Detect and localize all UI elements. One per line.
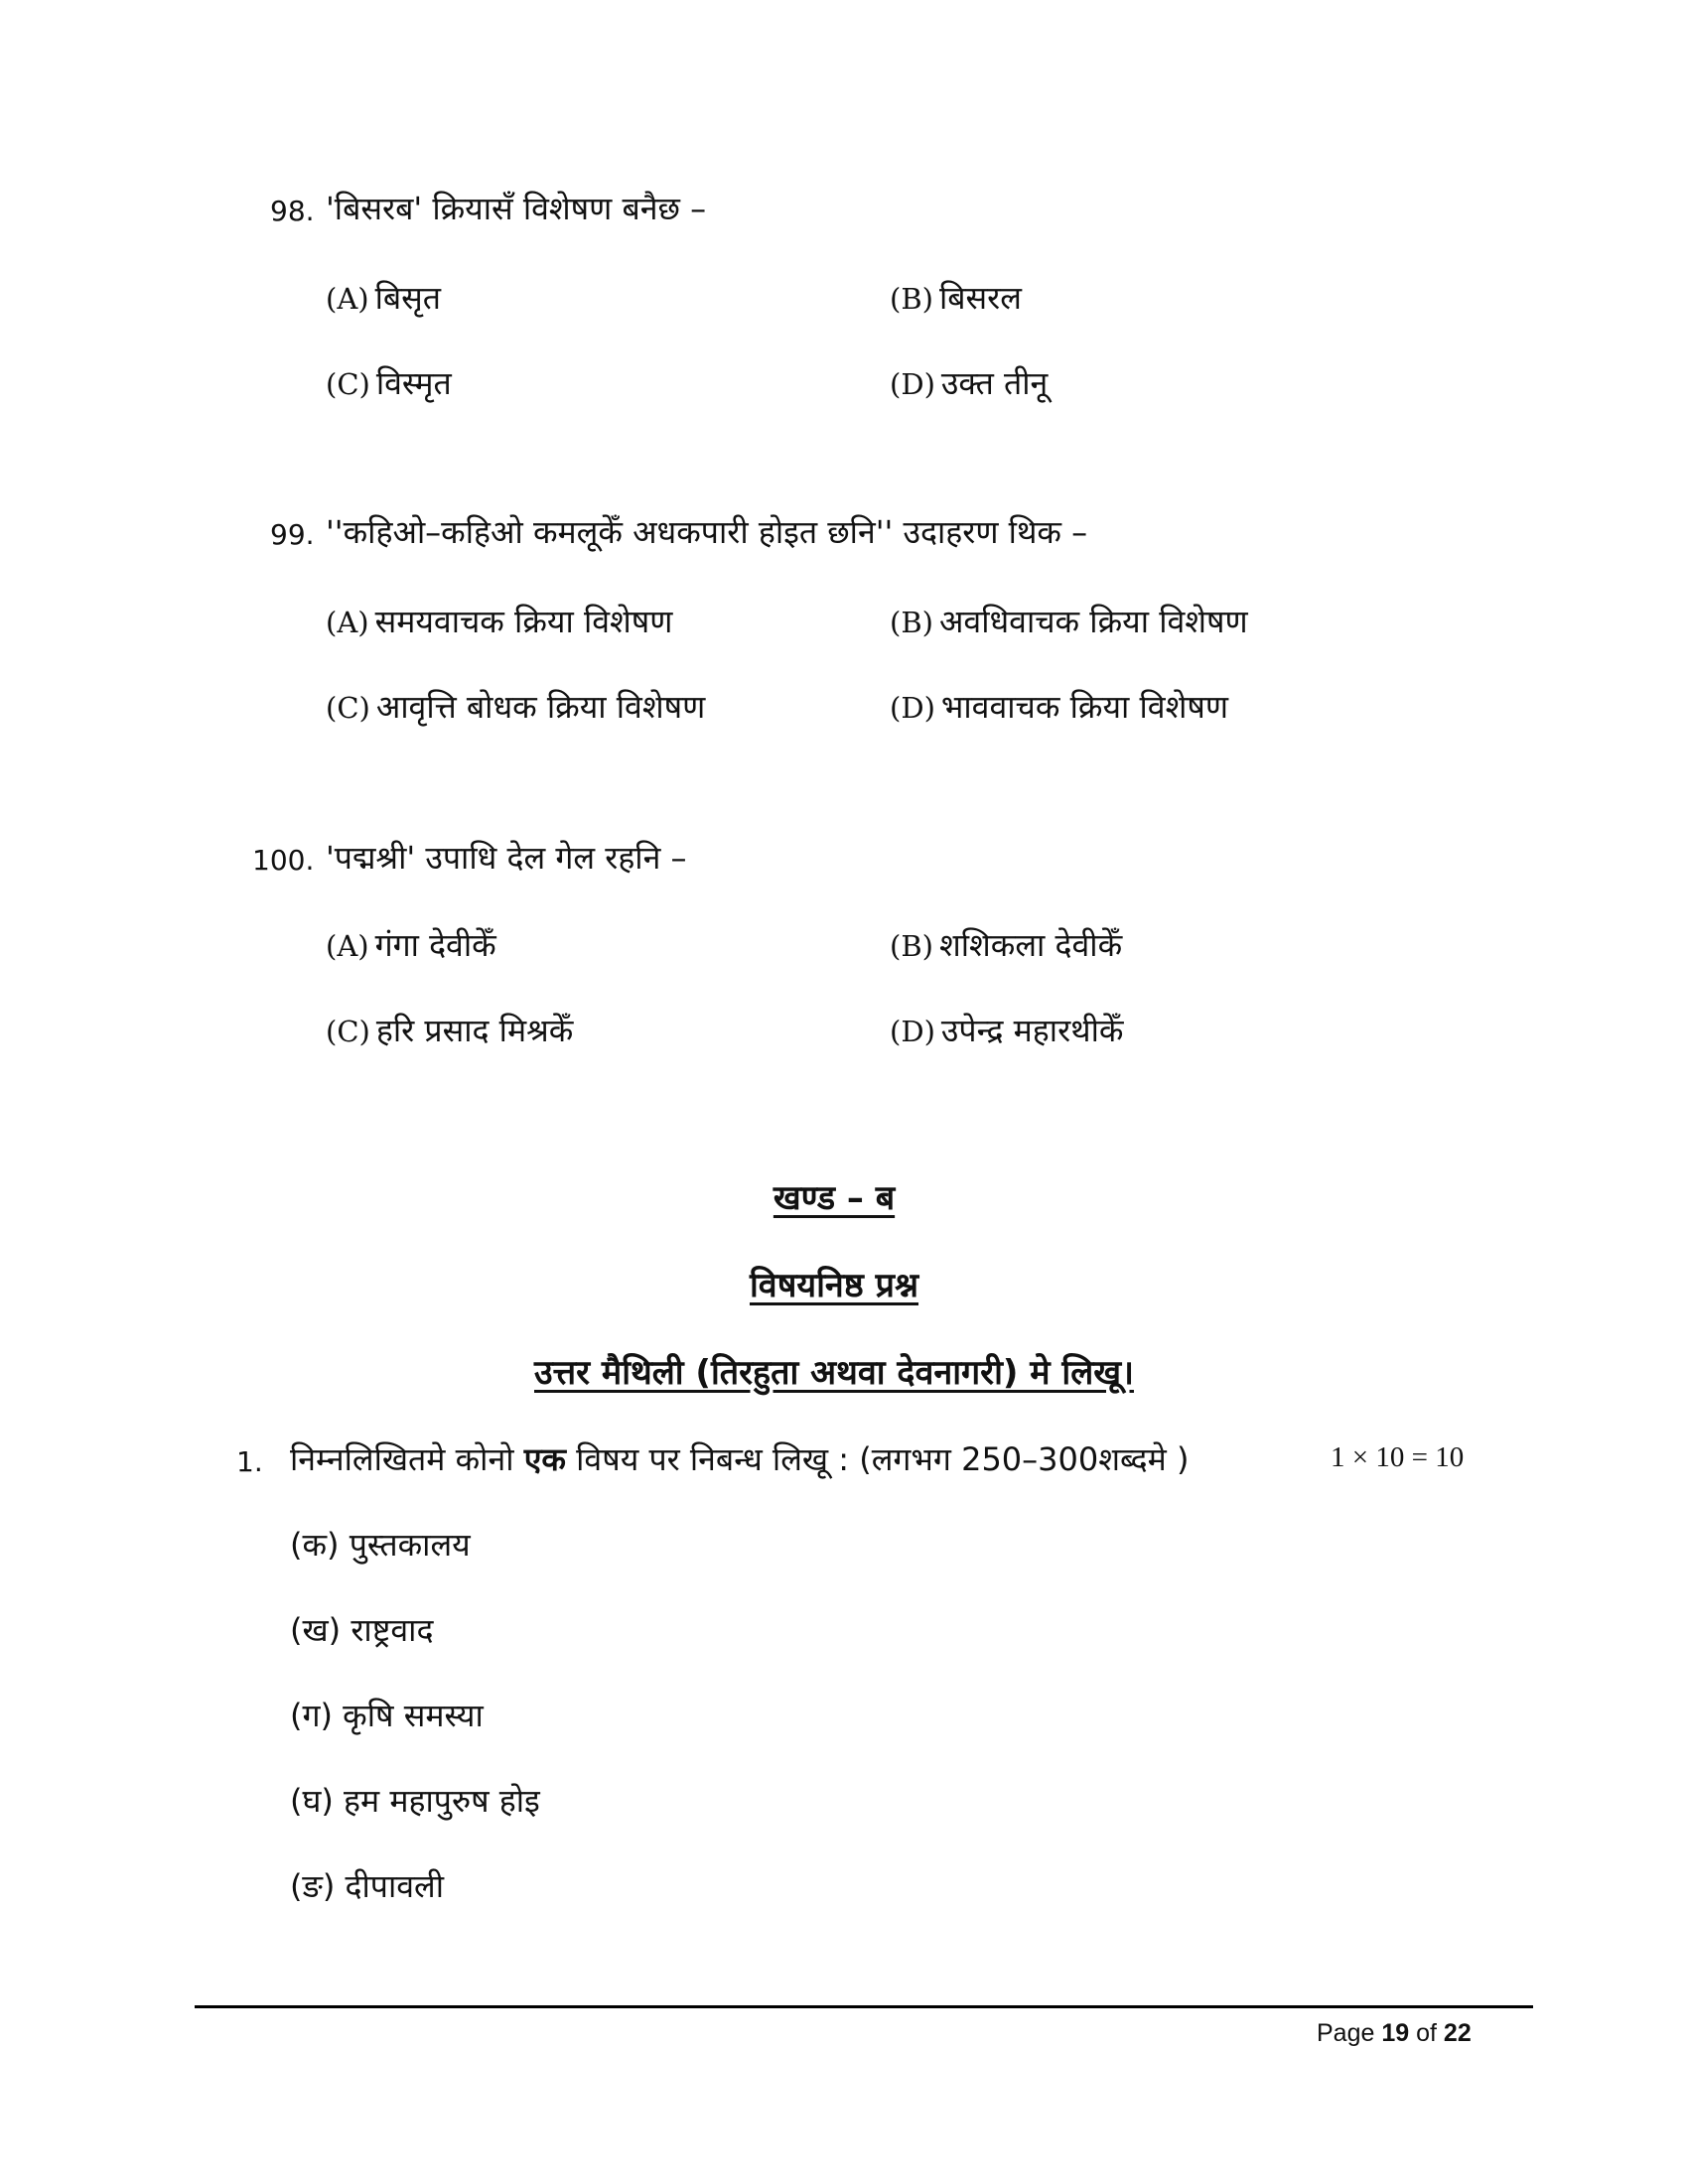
essay-topic: (क) पुस्तकालय — [290, 1526, 471, 1564]
marks-allocation: 1 × 10 = 10 — [1331, 1441, 1465, 1473]
question-text — [290, 1437, 1189, 1480]
option-c — [326, 1009, 573, 1051]
option-letter: (C) — [326, 691, 370, 725]
option-text: भाववाचक क्रिया विशेषण — [940, 688, 1228, 726]
option-letter: (A) — [326, 929, 369, 963]
option-d — [890, 1009, 1123, 1051]
question-number: 1. — [236, 1445, 263, 1478]
option-text: उक्त तीनू — [940, 364, 1049, 402]
question-text-part: निम्नलिखितमे कोनो — [290, 1440, 514, 1478]
option-text: उपेन्द्र महारथीकेँ — [940, 1012, 1124, 1049]
option-letter: (B) — [890, 606, 933, 639]
option-letter: (A) — [326, 282, 369, 316]
option-letter: (C) — [326, 1015, 370, 1048]
option-b — [890, 923, 1122, 966]
option-a — [326, 276, 441, 319]
question-text-emphasis: एक — [523, 1440, 566, 1478]
section-instruction: उत्तर मैथिली (तिरहुता अथवा देवनागरी) मे लिखू। — [534, 1353, 1134, 1393]
question-text: ''कहिओ–कहिओ कमलूकेँ अधकपारी होइत छनि'' उदाहरण थिक – — [326, 513, 1088, 551]
option-text: बिसृत — [374, 279, 442, 317]
option-letter: (D) — [890, 691, 935, 725]
option-a — [326, 600, 672, 642]
option-text: आवृत्ति बोधक क्रिया विशेषण — [375, 688, 706, 726]
section-title: खण्ड – ब — [773, 1178, 896, 1218]
option-text: विस्मृत — [375, 364, 452, 402]
question-text: 'पद्मश्री' उपाधि देल गेल रहनि – — [326, 839, 687, 877]
option-a — [326, 923, 496, 966]
option-text: शशिकला देवीकेँ — [938, 926, 1123, 964]
option-text: गंगा देवीकेँ — [374, 926, 496, 964]
essay-topic: (ङ) दीपावली — [290, 1867, 445, 1905]
question-number: 100. — [252, 844, 315, 877]
option-letter: (A) — [326, 606, 369, 639]
option-letter: (D) — [890, 367, 935, 401]
footer-divider — [195, 2005, 1533, 2008]
option-text: बिसरल — [938, 279, 1022, 317]
option-letter: (B) — [890, 282, 933, 316]
option-c — [326, 361, 452, 404]
essay-topic: (ग) कृषि समस्या — [290, 1697, 484, 1734]
page-word: Page — [1317, 2019, 1375, 2047]
question-number: 98. — [270, 195, 315, 227]
option-text: समयवाचक क्रिया विशेषण — [374, 603, 673, 640]
essay-topic: (ख) राष्ट्रवाद — [290, 1611, 434, 1649]
current-page: 19 — [1381, 2019, 1410, 2047]
option-letter: (D) — [890, 1015, 935, 1048]
option-d — [890, 361, 1048, 404]
option-text: हरि प्रसाद मिश्रकेँ — [375, 1012, 574, 1049]
page-indicator — [1317, 2019, 1472, 2048]
option-text: अवधिवाचक क्रिया विशेषण — [938, 603, 1248, 640]
option-letter: (B) — [890, 929, 933, 963]
option-d — [890, 685, 1228, 728]
of-word: of — [1416, 2019, 1437, 2047]
total-pages: 22 — [1443, 2019, 1472, 2047]
option-b — [890, 276, 1022, 319]
section-subtitle: विषयनिष्ठ प्रश्न — [749, 1266, 918, 1305]
option-b — [890, 600, 1248, 642]
question-number: 99. — [270, 518, 315, 551]
essay-topic: (घ) हम महापुरुष होइ — [290, 1782, 540, 1820]
question-text: 'बिसरब' क्रियासँ विशेषण बनैछ – — [326, 190, 707, 227]
question-text-part: विषय पर निबन्ध लिखू : (लगभग 250–300शब्दमे ) — [576, 1440, 1190, 1478]
option-letter: (C) — [326, 367, 370, 401]
option-c — [326, 685, 705, 728]
